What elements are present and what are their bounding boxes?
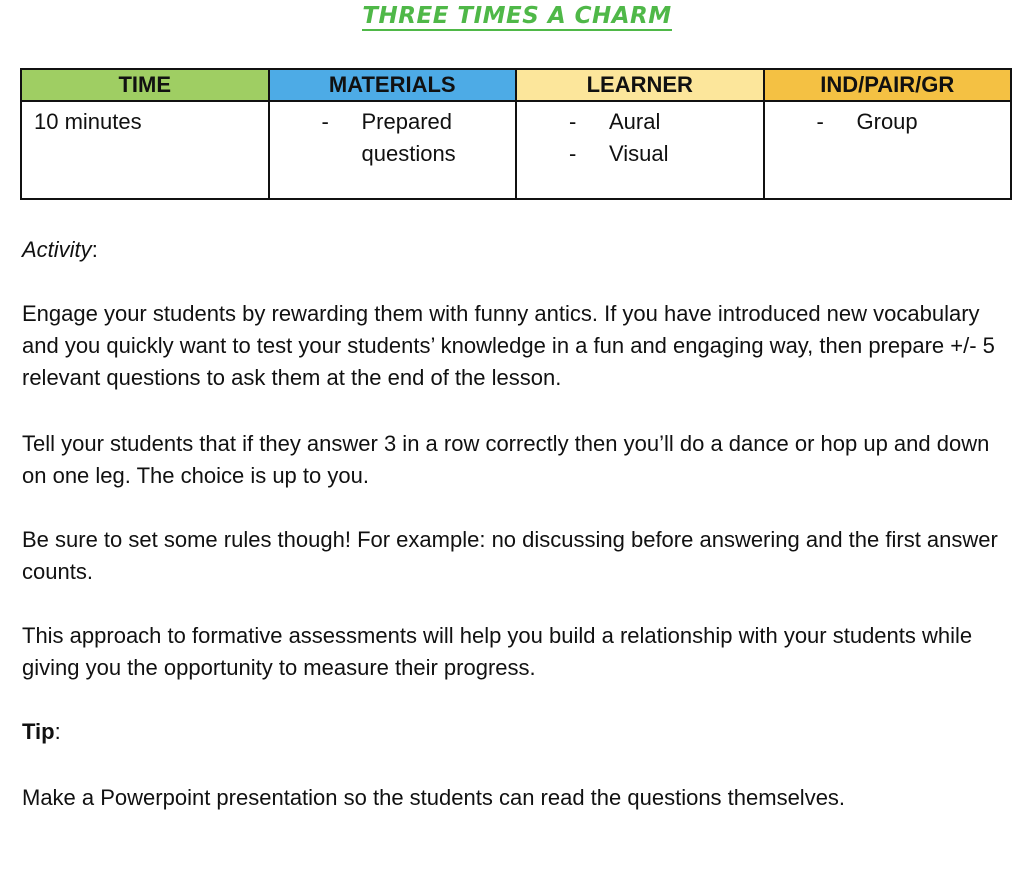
dash-bullet: - — [569, 141, 577, 166]
dash-bullet: - — [816, 109, 824, 134]
grouping-list — [777, 106, 999, 138]
activity-paragraph-2: Tell your students that if they answer 3 in a row correctly then you’ll do a dance or hop up and down on one leg. The choice is up to you. — [22, 431, 990, 488]
header-grouping: IND/PAIR/GR — [764, 69, 1012, 101]
header-learner: LEARNER — [516, 69, 764, 101]
activity-paragraph-3: Be sure to set some rules though! For example: no discussing before answering and the first answer counts. — [22, 527, 998, 584]
table-row — [21, 101, 1011, 199]
list-item — [569, 138, 751, 170]
list-item — [569, 106, 751, 138]
dash-bullet: - — [569, 109, 577, 134]
page-title-text: THREE TIMES A CHARM — [362, 3, 672, 29]
activity-paragraph-4: This approach to formative assessments will help you build a relationship with your students while giving you the opportunity to measure their progress. — [22, 623, 973, 680]
activity-paragraph-1: Engage your students by rewarding them with funny antics. If you have introduced new vocabulary and you quickly want to test your students’ knowledge in a fun and engaging way, then prepare +/- 5 relevant questions to ask them at the end of the lesson. — [22, 301, 995, 390]
header-materials: MATERIALS — [269, 69, 517, 101]
activity-colon: : — [91, 237, 98, 262]
materials-item: Prepared questions — [361, 109, 456, 166]
activity-label: Activity — [22, 237, 92, 262]
materials-cell — [269, 101, 517, 199]
tip-colon: : — [54, 719, 61, 744]
tip-label: Tip — [22, 719, 55, 744]
activity-heading — [22, 234, 1017, 266]
grouping-cell — [764, 101, 1012, 199]
header-time: TIME — [21, 69, 269, 101]
dash-bullet: - — [321, 109, 329, 134]
lesson-info-table — [20, 68, 1012, 200]
learner-item: Aural — [609, 109, 661, 134]
table-header-row — [21, 69, 1011, 101]
time-cell — [21, 101, 269, 199]
tip-text: Make a Powerpoint presentation so the students can read the questions themselves. — [22, 785, 846, 810]
list-item — [321, 106, 504, 170]
learner-list — [529, 106, 751, 170]
learner-item: Visual — [609, 141, 669, 166]
time-value: 10 minutes — [34, 109, 142, 134]
materials-list — [282, 106, 504, 170]
list-item — [816, 106, 999, 138]
page-title — [0, 2, 1034, 30]
grouping-item: Group — [856, 109, 918, 134]
tip-heading — [22, 716, 1017, 748]
learner-cell — [516, 101, 764, 199]
